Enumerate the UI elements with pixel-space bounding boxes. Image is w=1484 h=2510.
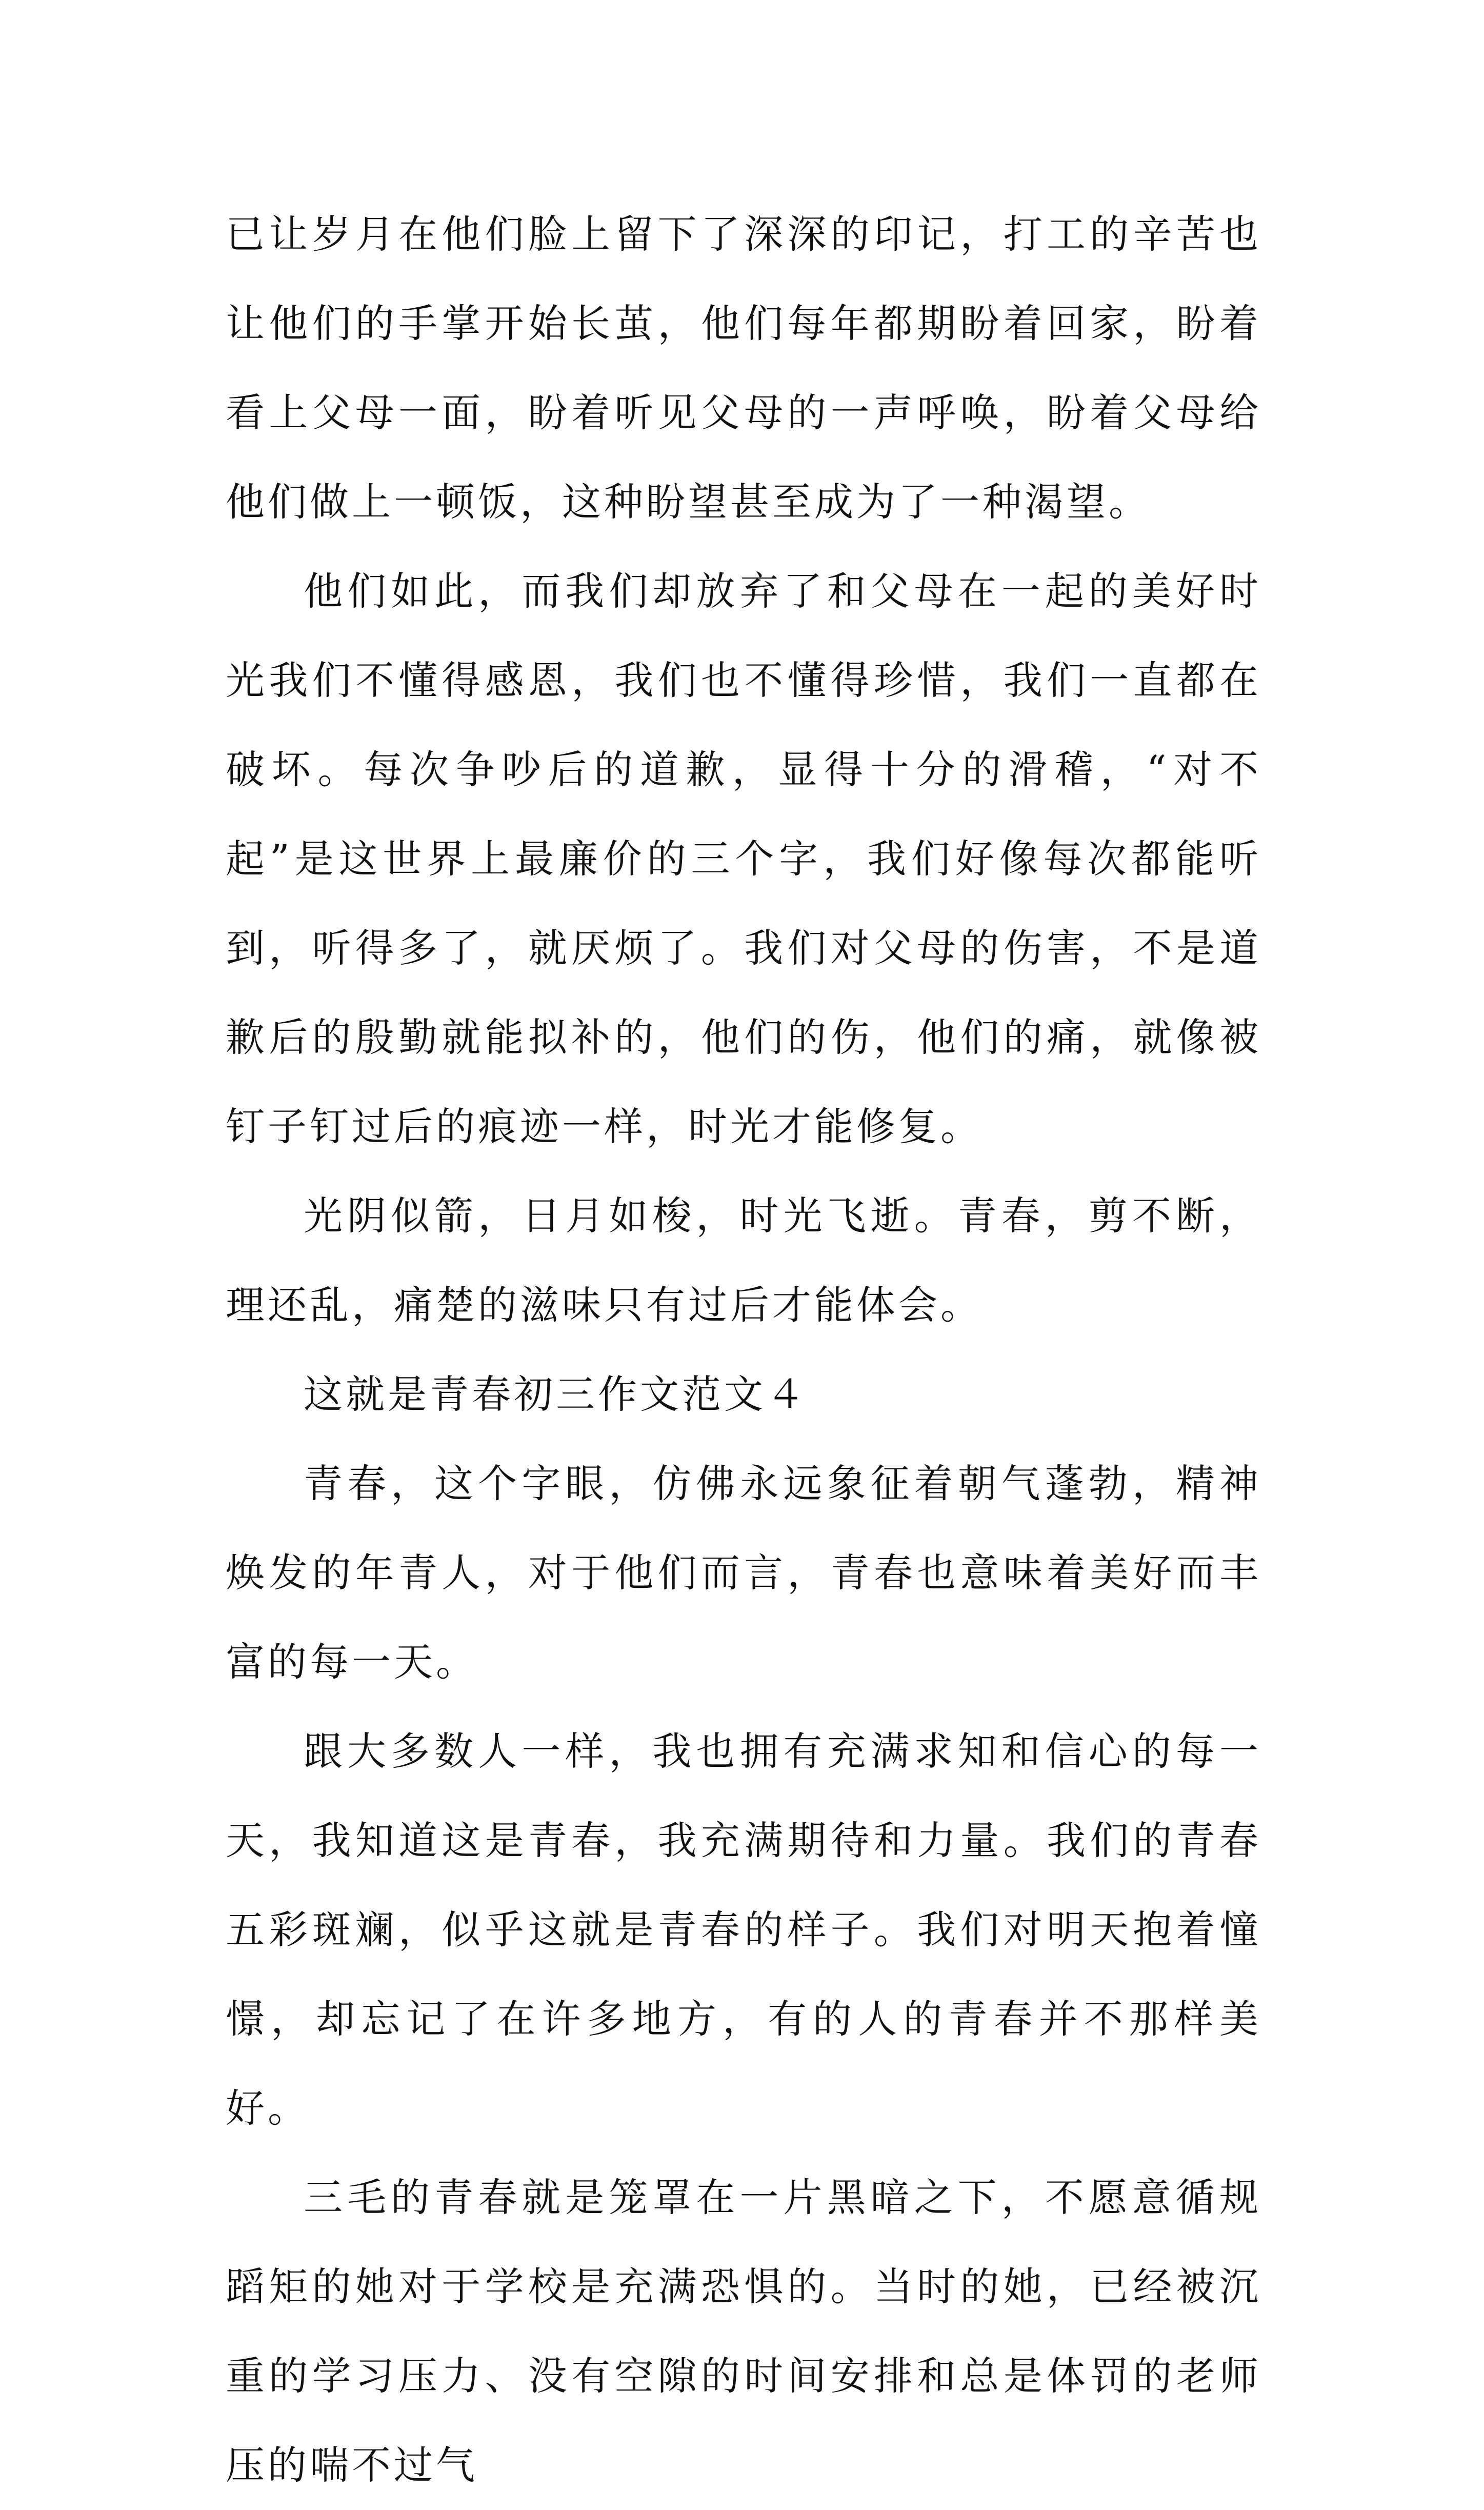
paragraph: 他们如此，而我们却放弃了和父母在一起的美好时光我们不懂得感恩，我们也不懂得珍惜，我们一直都在破坏。每次争吵后的道歉，显得十分的滑稽，“对不起”是这世界上最廉价的三个字，我们好像每次都能听到，听得多了，就厌烦了。我们对父母的伤害，不是道歉后的殷勤就能拟补的，他们的伤，他们的痛，就像被钉子钉过后的痕迹一样，时光才能修复。: [226, 568, 1261, 1149]
paragraph: 跟大多数人一样，我也拥有充满求知和信心的每一天，我知道这是青春，我充满期待和力量。我们的青春五彩斑斓，似乎这就是青春的样子。我们对明天抱着憧憬，却忘记了在许多地方，有的人的青春并不那样美好。: [226, 1728, 1261, 2131]
paragraph: 青春，这个字眼，仿佛永远象征着朝气蓬勃，精神焕发的年青人，对于他们而言，青春也意味着美好而丰富的每一天。: [226, 1461, 1261, 1685]
document-body: [226, 190, 1261, 2510]
section-heading: 这就是青春初三作文范文４: [304, 1371, 808, 1417]
paragraph: 光阴似箭，日月如梭，时光飞逝。青春，剪不断，理还乱，痛楚的滋味只有过后才能体会。: [226, 1193, 1261, 1328]
paragraph: 三毛的青春就是笼罩在一片黑暗之下，不愿意循规蹈矩的她对于学校是充满恐惧的。当时的她，已经被沉重的学习压力、没有空隙的时间安排和总是体罚的老师压的喘不过气: [226, 2175, 1261, 2488]
paragraph: 已让岁月在他们脸上留下了深深的印记，打工的辛苦也让他们的手掌开始长茧，他们每年都期盼着回家，盼着看上父母一面，盼着听见父母的一声呼唤，盼着父母给他们做上一顿饭，这种盼望甚至成为了一种渴望。: [226, 211, 1261, 525]
